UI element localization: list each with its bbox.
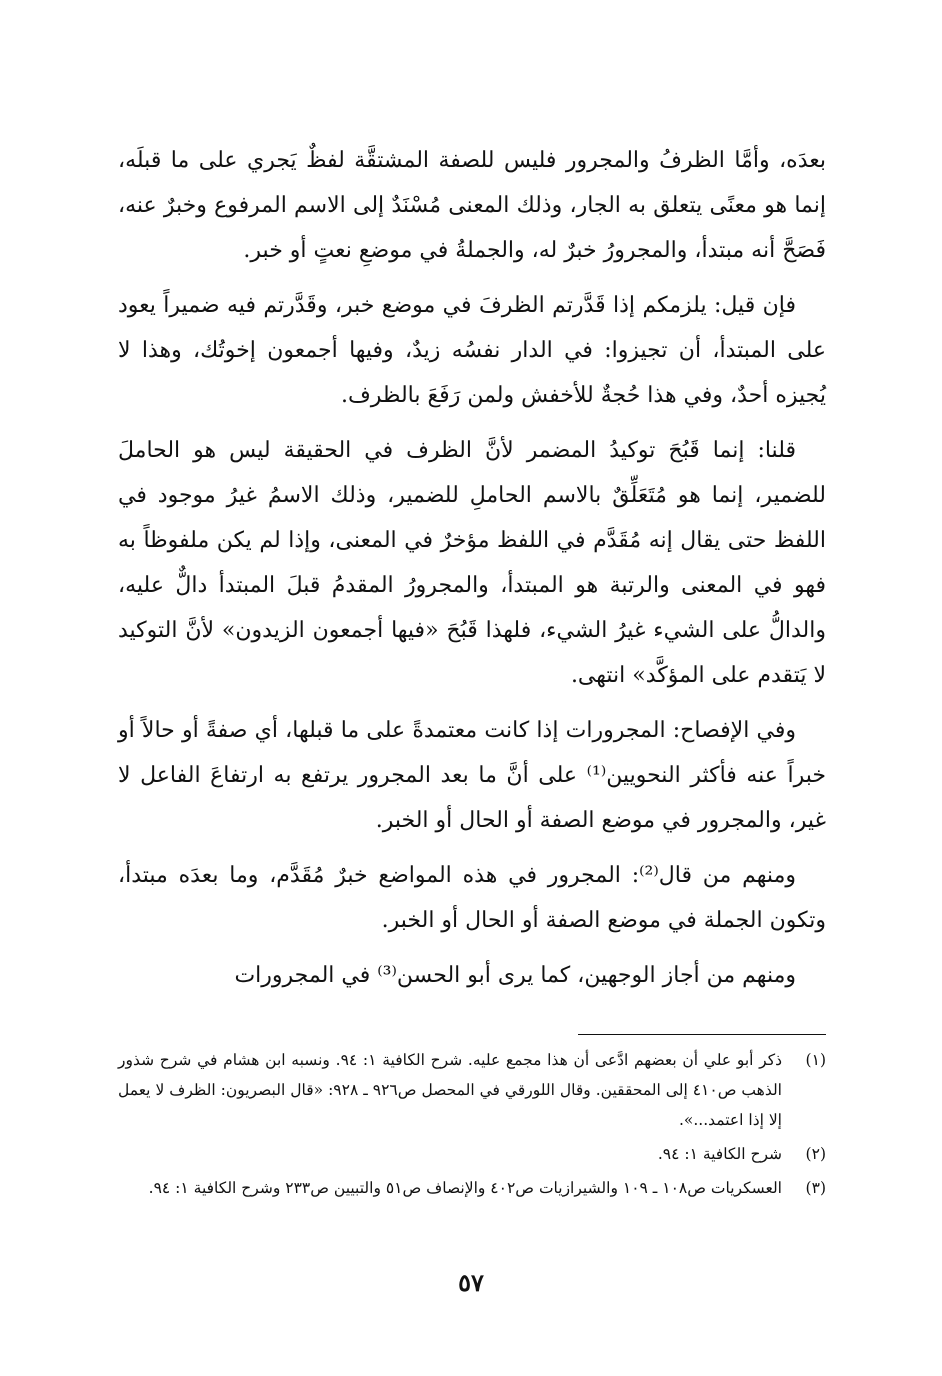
footnote-number: (٣) [805, 1179, 826, 1197]
footnote-text: شرح الكافية ١: ٩٤. [657, 1145, 782, 1163]
footnote-2 [118, 1139, 826, 1169]
footnote-number: (٢) [805, 1145, 826, 1163]
paragraph-2: فإن قيل: يلزمكم إذا قَدَّرتم الظرفَ في موضع خبر، وقَدَّرتم فيه ضميراً يعود على المبتدأ، أن تجيزوا: في الدار نفسُه زيدٌ، وفيها أجمعون إخوتُك، وهذا لا يُجيزه أحدٌ، وفي هذا حُجةٌ للأخفش ولمن رَفَعَ بالظرف. [118, 293, 826, 408]
paragraph-4: وفي الإفصاح: المجرورات إذا كانت معتمدةً على ما قبلها، أي صفةً أو حالاً أو خبراً عنه فأكثر النحويين⁽¹⁾ على أنَّ ما بعد المجرور يرتفع به ارتفاعَ الفاعل لا غير، والمجرور في موضع الصفة أو الحال أو الخبر. [118, 718, 827, 833]
paragraph-5: ومنهم من قال⁽²⁾: المجرور في هذه المواضع خبرٌ مُقَدَّم، وما بعدَه مبتدأ، وتكون الجملة في موضع الصفة أو الحال أو الخبر. [118, 863, 826, 933]
paragraph-6: ومنهم من أجاز الوجهين، كما يرى أبو الحسن⁽³⁾ في المجرورات [234, 963, 796, 988]
page-number: ٥٧ [458, 1268, 484, 1297]
paragraph-1: بعدَه، وأمَّا الظرفُ والمجرور فليس للصفة المشتقَّة لفظٌ يَجري على ما قبلَه، إنما هو معنًى يتعلق به الجار، وذلك المعنى مُسْنَدٌ إلى الاسم المرفوع وخبرٌ عنه، فَصَحَّ أنه مبتدأ، والمجرورُ خبرٌ له، والجملةُ في موضعِ نعتٍ أو خبر. [118, 148, 826, 263]
footnote-divider [578, 1034, 826, 1035]
page-body [118, 138, 826, 1207]
footnote-text: ذكر أبو علي أن بعضهم ادَّعى أن هذا مجمع عليه. شرح الكافية ١: ٩٤. ونسبه ابن هشام في شرح شذور الذهب ص٤١٠ إلى المحققين. وقال اللورقي في المحصل ص٩٢٦ ـ ٩٢٨: «قال البصريون: الظرف لا يعمل إلا إذا اعتمد...». [118, 1051, 783, 1129]
footnotes [118, 1045, 826, 1203]
footnote-3 [118, 1173, 826, 1203]
footnote-1 [118, 1045, 826, 1135]
footnote-number: (١) [805, 1051, 826, 1069]
footnote-text: العسكريات ص١٠٨ ـ ١٠٩ والشيرازيات ص٤٠٢ والإنصاف ص٥١ والتبيين ص٢٣٣ وشرح الكافية ١: ٩٤. [148, 1179, 782, 1197]
paragraph-3: قلنا: إنما قَبُحَ توكيدُ المضمر لأنَّ الظرف في الحقيقة ليس هو الحاملَ للضمير، إنما هو مُتَعَلِّقٌ بالاسم الحاملِ للضمير، وذلك الاسمُ غيرُ موجود في اللفظ حتى يقال إنه مُقَدَّم في اللفظ مؤخرٌ في المعنى، وإذا لم يكن ملفوظاً به فهو في المعنى والرتبة هو المبتدأ، والمجرورُ المقدمُ قبلَ المبتدأ دالٌّ عليه، والدالُّ على الشيء غيرُ الشيء، فلهذا قَبُحَ «فيها أجمعون الزيدون» لأنَّ التوكيد لا يَتقدم على المؤكَّد» انتهى. [118, 438, 826, 688]
